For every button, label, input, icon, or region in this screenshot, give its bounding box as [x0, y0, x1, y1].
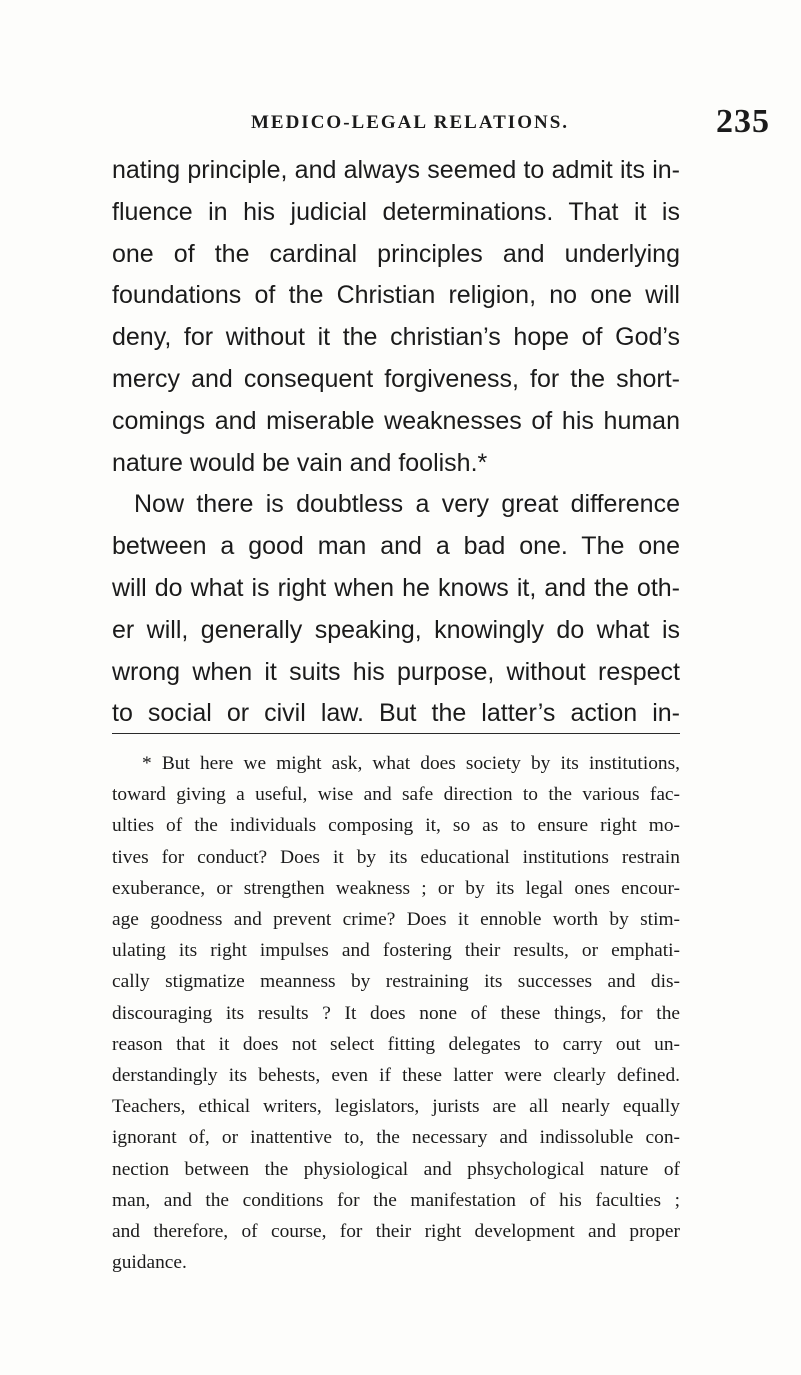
footnote-line: derstandingly its behests, even if these latter were clearly defined.: [112, 1065, 680, 1087]
footnote-line: tives for conduct? Does it by its educational institutions restrain: [112, 846, 680, 868]
footnote: [112, 748, 680, 1278]
page-number: 235: [716, 103, 770, 140]
footnote-divider: [112, 733, 680, 734]
body-line: will do what is right when he knows it, and the oth-: [112, 573, 680, 602]
footnote-line: ignorant of, or inattentive to, the necessary and indissoluble con-: [112, 1127, 680, 1149]
footnote-line: exuberance, or strengthen weakness ; or by its legal ones encour-: [112, 877, 680, 899]
body-line: deny, for without it the christian’s hope of God’s: [112, 323, 680, 352]
footnote-line: ulating its right impulses and fostering their results, or emphati-: [112, 940, 680, 962]
body-line: to social or civil law. But the latter’s action in-: [112, 699, 680, 728]
footnote-line: and therefore, of course, for their right development and proper: [112, 1221, 680, 1243]
footnote-line: nection between the physiological and phsychological nature of: [112, 1158, 680, 1180]
footnote-line: toward giving a useful, wise and safe direction to the various fac-: [112, 784, 680, 806]
body-line: Now there is doubtless a very great difference: [134, 490, 680, 519]
footnote-line: Teachers, ethical writers, legislators, jurists are all nearly equally: [112, 1096, 680, 1118]
body-line: mercy and consequent forgiveness, for the short-: [112, 364, 680, 393]
running-head: MEDICO-LEGAL RELATIONS.: [250, 112, 570, 133]
footnote-line: reason that it does not select fitting delegates to carry out un-: [112, 1033, 680, 1055]
body-line: comings and miserable weaknesses of his human: [112, 406, 680, 435]
footnote-line: man, and the conditions for the manifestation of his faculties ;: [112, 1189, 680, 1211]
footnote-line: age goodness and prevent crime? Does it ennoble worth by stim-: [112, 909, 680, 931]
body-line: wrong when it suits his purpose, without respect: [112, 657, 680, 686]
body-line: between a good man and a bad one. The one: [112, 532, 680, 561]
footnote-line: ulties of the individuals composing it, so as to ensure right mo-: [112, 815, 680, 837]
body-line: er will, generally speaking, knowingly do what is: [112, 615, 680, 644]
body-line: one of the cardinal principles and underlying: [112, 239, 680, 268]
body-line: foundations of the Christian religion, no one will: [112, 281, 680, 310]
footnote-line: guidance.: [112, 1252, 187, 1274]
footnote-line: discouraging its results ? It does none of these things, for the: [112, 1002, 680, 1024]
body-line: nating principle, and always seemed to admit its in-: [112, 156, 680, 184]
footnote-line: cally stigmatize meanness by restraining its successes and dis-: [112, 971, 680, 993]
body-line: nature would be vain and foolish.*: [112, 448, 488, 477]
body-line: fluence in his judicial determinations. That it is: [112, 197, 680, 226]
footnote-line: * But here we might ask, what does society by its institutions,: [142, 753, 680, 774]
main-text: [112, 150, 680, 735]
